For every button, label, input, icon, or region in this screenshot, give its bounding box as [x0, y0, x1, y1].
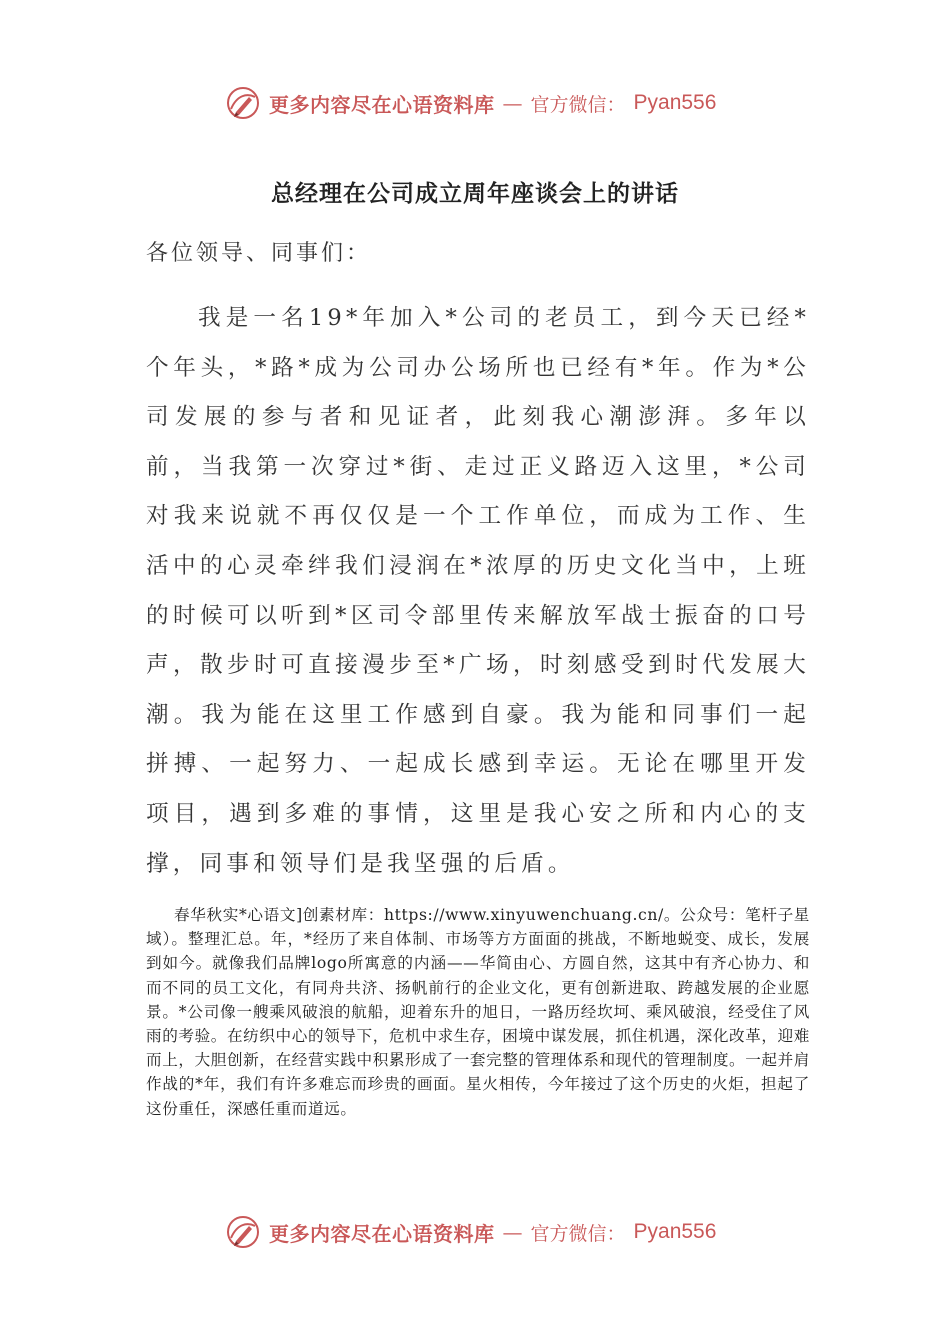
banner-text: 更多内容尽在心语资料库	[269, 92, 495, 117]
body-paragraph: 我是一名19*年加入*公司的老员工，到今天已经*个年头，*路*成为公司办公场所也已经有*年。作为*公司发展的参与者和见证者，此刻我心潮澎湃。多年以前，当我第一次穿过*街、走过正义路迈入这里，*公司对我来说就不再仅仅是一个工作单位，而成为工作、生活中的心灵牵绊我们浸润在*浓厚的历史文化当中，上班的时候可以听到*区司令部里传来解放军战士振奋的口号声，散步时可直接漫步至*广场，时刻感受到时代发展大潮。我为能在这里工作感到自豪。我为能和同事们一起拼搏、一起努力、一起成长感到幸运。无论在哪里开发项目，遇到多难的事情，这里是我心安之所和内心的支撑，同事和领导们是我坚强的后盾。	[146, 305, 810, 877]
pen-logo-icon	[225, 1214, 261, 1250]
pen-logo-icon	[225, 85, 261, 121]
greeting: 各位领导、同事们：	[146, 241, 372, 266]
small-paragraph: 春华秋实*心语文]创素材库：https://www.xinyuwenchuang.cn/。公众号：笔杆子星域）。整理汇总。年，*经历了来自体制、市场等方方面面的挑战，不断地蜕变、成长，发展到如今。就像我们品牌logo所寓意的内涵——华简由心、方圆自然，这其中有齐心协力、和而不同的员工文化，有同舟共济、扬帆前行的企业文化，更有创新进取、跨越发展的企业愿景。*公司像一艘乘风破浪的航船，迎着东升的旭日，一路历经坎坷、乘风破浪，经受住了风雨的考验。在纺织中心的领导下，危机中求生存，困境中谋发展，抓住机遇，深化改革，迎难而上，大胆创新，在经营实践中积累形成了一套完整的管理体系和现代的管理制度。一起并肩作战的*年，我们有许多难忘而珍贵的画面。星火相传，今年接过了这个历史的火炬，担起了这份重任，深感任重而道远。	[146, 906, 810, 1118]
banner-dash: —	[502, 1220, 523, 1244]
header-banner	[225, 83, 745, 123]
banner-wechat-label: 官方微信：	[530, 1222, 626, 1245]
banner-wechat-id: Pyan556	[633, 1220, 717, 1243]
banner-dash: —	[502, 91, 523, 115]
banner-wechat-id: Pyan556	[633, 91, 717, 114]
footer-banner	[225, 1212, 745, 1252]
document-title: 总经理在公司成立周年座谈会上的讲话	[271, 181, 679, 207]
banner-text: 更多内容尽在心语资料库	[269, 1221, 495, 1246]
banner-wechat-label: 官方微信：	[530, 93, 626, 116]
